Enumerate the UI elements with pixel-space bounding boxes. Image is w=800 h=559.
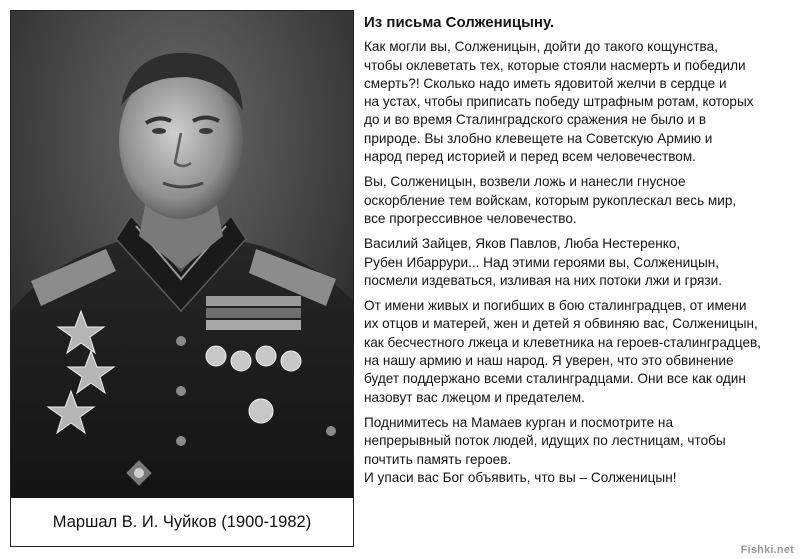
text-line: посмели издеваться, изливая на них потоки лжи и грязи. — [364, 272, 722, 288]
text-line: как бесчестного лжеца и клеветника на героев-сталинградцев, — [364, 334, 762, 350]
portrait-photo — [10, 10, 354, 500]
letter-text — [364, 12, 789, 494]
text-line: оскорбление тем войскам, которым рукоплескал весь мир, — [364, 192, 737, 208]
paragraph — [364, 38, 789, 166]
text-line: чтобы оклеветать тех, которые стояли насмерть и победили — [364, 57, 746, 73]
text-line: Поднимитесь на Мамаев курган и посмотрите на — [364, 414, 673, 430]
text-line: Как могли вы, Солженицын, дойти до такого кощунства, — [364, 39, 718, 55]
text-line: почтить память героев. — [364, 451, 512, 467]
text-line: От имени живых и погибших в бою сталинградцев, от имени — [364, 298, 747, 314]
letter-title: Из письма Солженицыну. — [364, 14, 555, 31]
text-line: их отцов и матерей, жен и детей я обвиняю вас, Солженицын, — [364, 316, 758, 332]
text-line: народ перед историей и перед всем человечеством. — [364, 149, 696, 165]
text-line: на нашу армию и наш народ. Я уверен, что это обвинение — [364, 353, 734, 369]
text-line: природе. Вы злобно клевещете на Советскую Армию и — [364, 130, 713, 146]
text-line: до и во время Сталинградского сражения не было и в — [364, 112, 707, 128]
text-line: все прогрессивное человечество. — [364, 210, 577, 226]
photo-caption: Маршал В. И. Чуйков (1900-1982) — [10, 498, 354, 547]
paragraph — [364, 173, 789, 228]
watermark: Fishki.net — [740, 544, 794, 556]
portrait-illustration — [11, 11, 353, 499]
text-line: назовут вас лжецом и предателем. — [364, 389, 585, 405]
paragraph — [364, 235, 789, 290]
paragraph — [364, 297, 789, 407]
text-line: будет поддержано всеми сталинградцами. Они все как один — [364, 371, 746, 387]
text-line: Вы, Солженицын, возвели ложь и нанесли гнусное — [364, 174, 686, 190]
text-line: смерть?! Сколько надо иметь ядовитой желчи в сердце и — [364, 75, 727, 91]
paragraph — [364, 414, 789, 487]
text-line: Рубен Ибаррури... Над этими героями вы, Солженицын, — [364, 254, 719, 270]
text-line: Василий Зайцев, Яков Павлов, Люба Нестеренко, — [364, 236, 681, 252]
text-line: непрерывный поток людей, идущих по лестницам, чтобы — [364, 433, 726, 449]
text-line: на устах, чтобы приписать победу штрафным ротам, которых — [364, 94, 754, 110]
text-line: И упаси вас Бог объявить, что вы – Солженицын! — [364, 469, 677, 485]
